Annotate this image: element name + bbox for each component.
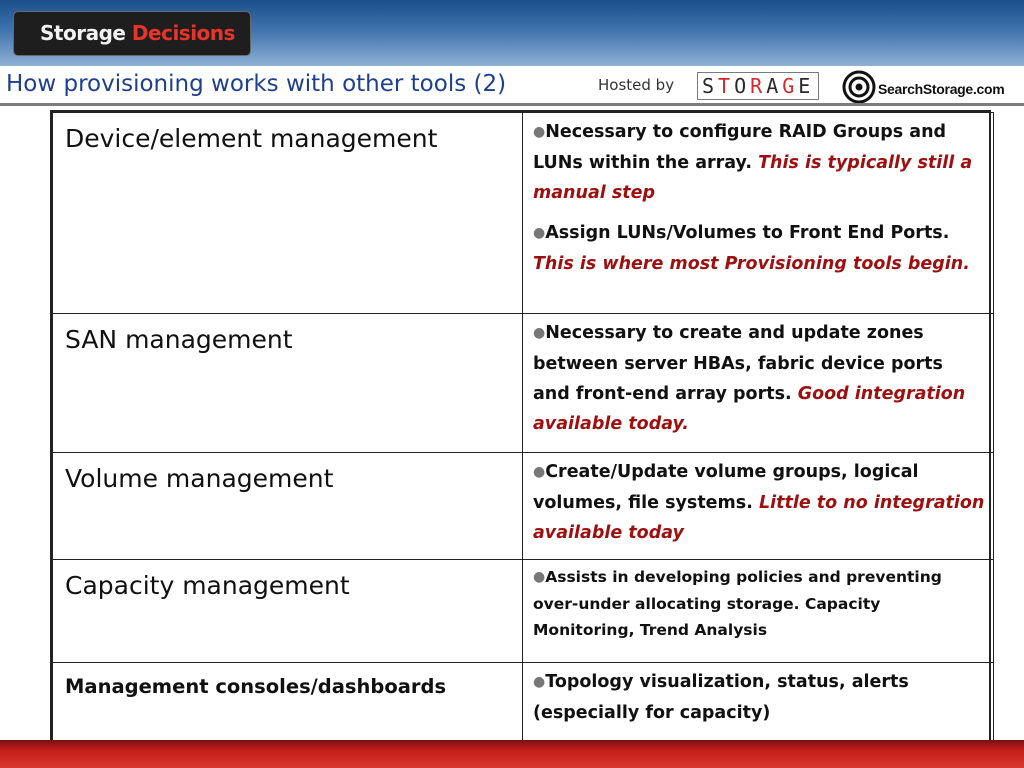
- row-label: Management consoles/dashboards: [65, 675, 447, 698]
- table-cell-detail: [523, 560, 994, 663]
- list-item: ●Assign LUNs/Volumes to Front End Ports. This is where most Provisioning tools begin.: [533, 223, 970, 274]
- page-title: How provisioning works with other tools (2): [6, 71, 507, 97]
- list-item: ●Create/Update volume groups, logical volumes, file systems. Little to no integration available today: [533, 462, 985, 543]
- bullet-dot-icon: ●: [533, 225, 546, 241]
- table-row: [53, 453, 994, 560]
- bullet-dot-icon: ●: [533, 124, 546, 140]
- provisioning-table-grid: [52, 112, 994, 746]
- row-label: Volume management: [65, 464, 334, 493]
- table-cell-detail: [523, 663, 994, 746]
- storage-decisions-logo: [13, 11, 251, 56]
- row-label: Capacity management: [65, 571, 350, 600]
- table-cell-detail: [523, 113, 994, 314]
- row-label: SAN management: [65, 325, 293, 354]
- bullet-dot-icon: ●: [533, 674, 546, 690]
- list-item: ●Topology visualization, status, alerts (especially for capacity): [533, 672, 909, 723]
- brand-word-2: Decisions: [131, 21, 235, 45]
- storage-magazine-logo: STORAGE: [697, 72, 819, 100]
- list-item: ●Necessary to create and update zones between server HBAs, fabric device ports and front-end array ports. Good integration available today.: [533, 323, 966, 434]
- bullet-dot-icon: ●: [533, 569, 546, 585]
- table-row: [53, 560, 994, 663]
- eye-logo-icon: [842, 70, 876, 104]
- table-cell-label: [53, 663, 523, 746]
- footer-bar: [0, 740, 1024, 768]
- title-divider: [0, 103, 1024, 106]
- table-row: [53, 113, 994, 314]
- row-label: Device/element management: [65, 124, 438, 153]
- table-cell-label: [53, 314, 523, 453]
- header-banner: [0, 0, 1024, 66]
- table-cell-label: [53, 560, 523, 663]
- list-item: ●Necessary to configure RAID Groups and LUNs within the array. This is typically still a manual step: [533, 122, 973, 203]
- table-cell-detail: [523, 453, 994, 560]
- table-cell-label: [53, 453, 523, 560]
- searchstorage-logo: SearchStorage.com: [878, 81, 1005, 97]
- table-cell-detail: [523, 314, 994, 453]
- table-row: [53, 663, 994, 746]
- bullet-dot-icon: ●: [533, 464, 546, 480]
- list-item: ●Assists in developing policies and preventing over-under allocating storage. Capacity Monitoring, Trend Analysis: [533, 568, 942, 639]
- bullet-dot-icon: ●: [533, 325, 546, 341]
- hosted-by-label: Hosted by: [598, 76, 675, 94]
- table-cell-label: [53, 113, 523, 314]
- brand-word-1: Storage: [40, 21, 126, 45]
- provisioning-table: [50, 110, 991, 747]
- table-row: [53, 314, 994, 453]
